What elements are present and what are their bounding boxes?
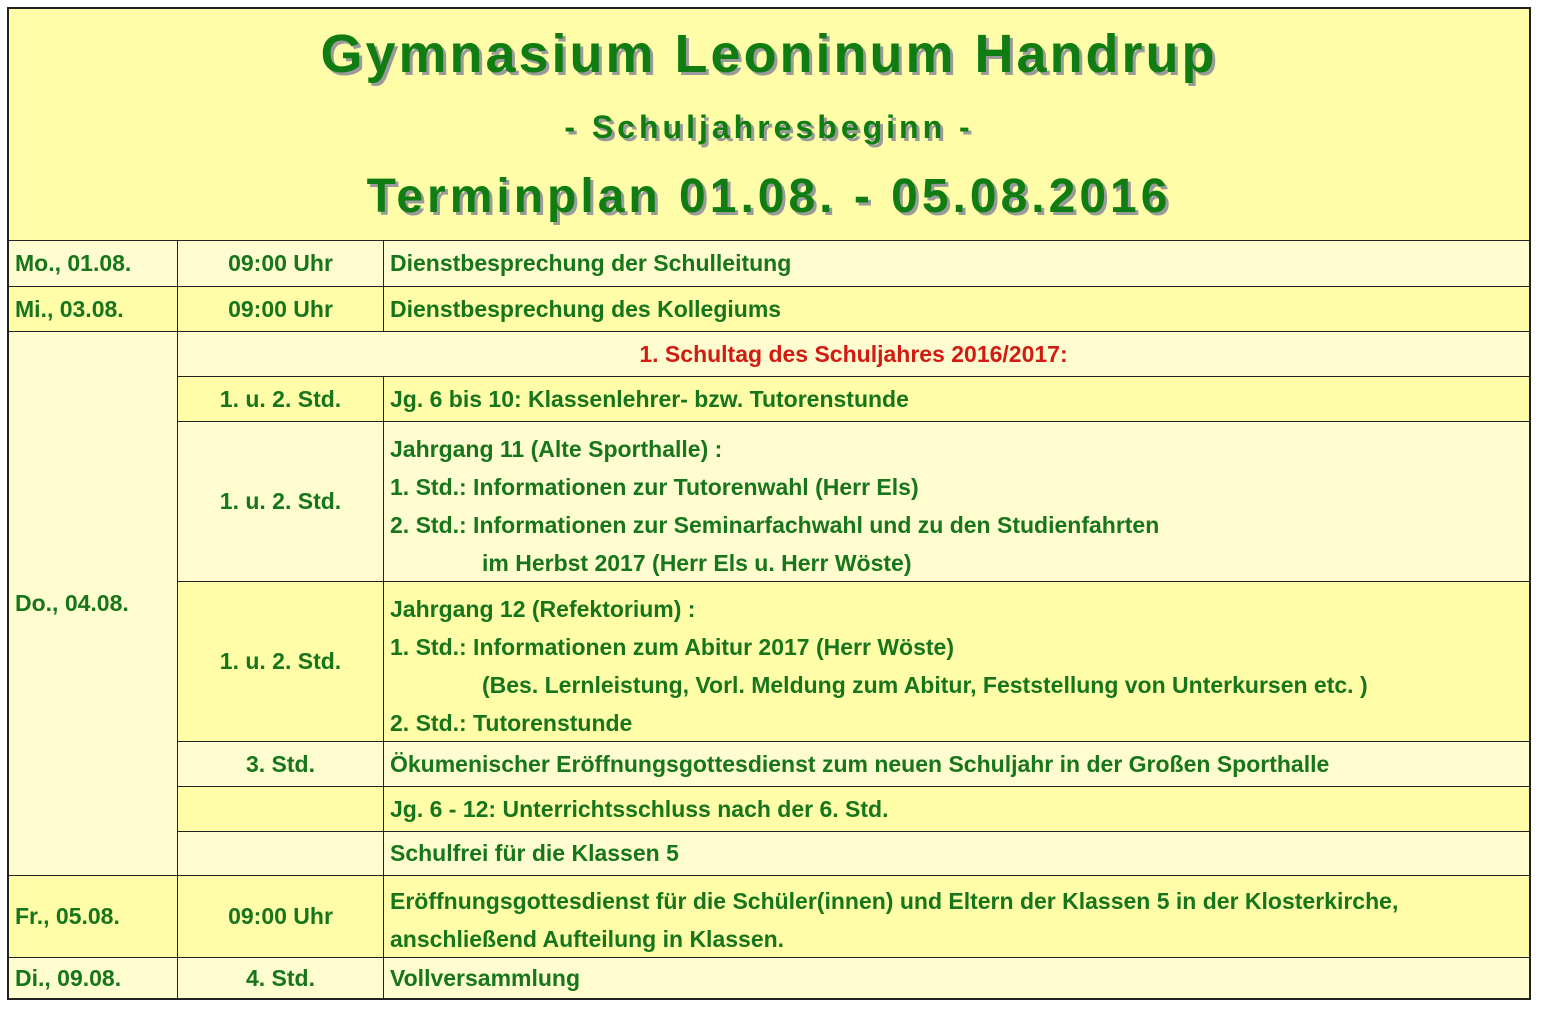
desc-cell-mo: Dienstbesprechung der Schulleitung [383, 241, 1529, 286]
desc-cell-do-2 [383, 421, 1529, 581]
desc-cell-fr [383, 875, 1529, 957]
time-cell-mi: 09:00 Uhr [177, 286, 383, 331]
desc-line: Jahrgang 12 (Refektorium) : [390, 596, 696, 622]
time-cell-fr: 09:00 Uhr [177, 875, 383, 957]
desc-line: anschließend Aufteilung in Klassen. [390, 926, 785, 952]
desc-line: (Bes. Lernleistung, Vorl. Meldung zum Abitur, Feststellung von Unterkursen etc. ) [482, 672, 1368, 698]
desc-cell-do-4: Ökumenischer Eröffnungsgottesdienst zum neuen Schuljahr in der Großen Sporthalle [383, 741, 1529, 786]
day-cell-mo: Mo., 01.08. [9, 241, 177, 286]
day-cell-di: Di., 09.08. [9, 957, 177, 998]
day-cell-fr: Fr., 05.08. [9, 875, 177, 957]
desc-line: im Herbst 2017 (Herr Els u. Herr Wöste) [482, 550, 912, 576]
time-cell-do-6 [177, 831, 383, 875]
desc-cell-do-3 [383, 581, 1529, 741]
desc-line: 2. Std.: Informationen zur Seminarfachwahl und zu den Studienfahrten [390, 512, 1160, 538]
plan-title: Terminplan 01.08. - 05.08.2016 [366, 170, 1172, 223]
school-title: Gymnasium Leoninum Handrup [320, 24, 1218, 84]
time-cell-mo: 09:00 Uhr [177, 241, 383, 286]
time-cell-do-3: 1. u. 2. Std. [177, 581, 383, 741]
desc-cell-di: Vollversammlung [383, 957, 1529, 998]
desc-cell-do-1: Jg. 6 bis 10: Klassenlehrer- bzw. Tutorenstunde [383, 376, 1529, 421]
desc-cell-do-5: Jg. 6 - 12: Unterrichtsschluss nach der 6. Std. [383, 786, 1529, 831]
time-cell-di: 4. Std. [177, 957, 383, 998]
desc-cell-mi: Dienstbesprechung des Kollegiums [383, 286, 1529, 331]
first-school-day-heading: 1. Schultag des Schuljahres 2016/2017: [177, 331, 1529, 376]
desc-line: Eröffnungsgottesdienst für die Schüler(innen) und Eltern der Klassen 5 in der Klosterkirche, [390, 888, 1399, 914]
day-cell-do: Do., 04.08. [9, 331, 177, 875]
header [9, 9, 1529, 241]
desc-line: 1. Std.: Informationen zum Abitur 2017 (Herr Wöste) [390, 634, 954, 660]
desc-line: 2. Std.: Tutorenstunde [390, 710, 633, 736]
subtitle: - Schuljahresbeginn - [564, 109, 974, 145]
schedule-sheet [7, 7, 1531, 1000]
desc-cell-do-6: Schulfrei für die Klassen 5 [383, 831, 1529, 875]
time-cell-do-1: 1. u. 2. Std. [177, 376, 383, 421]
day-cell-mi: Mi., 03.08. [9, 286, 177, 331]
time-cell-do-5 [177, 786, 383, 831]
desc-line: Jahrgang 11 (Alte Sporthalle) : [390, 436, 723, 462]
time-cell-do-4: 3. Std. [177, 741, 383, 786]
time-cell-do-2: 1. u. 2. Std. [177, 421, 383, 581]
desc-line: 1. Std.: Informationen zur Tutorenwahl (Herr Els) [390, 474, 919, 500]
